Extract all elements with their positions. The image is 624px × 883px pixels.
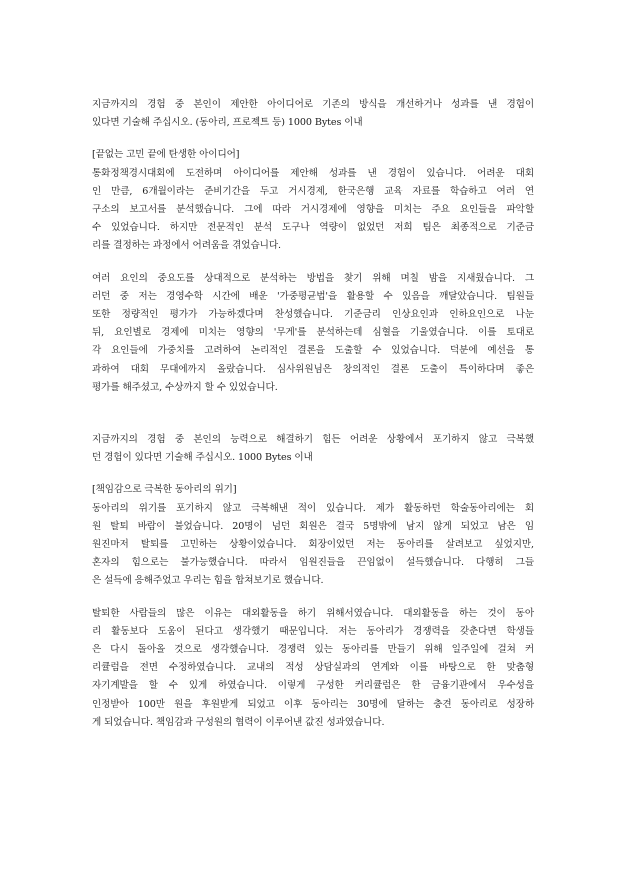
answer-2-heading-block bbox=[92, 481, 534, 590]
answer-1-paragraph-1-line: 통화정책경시대회에 도전하며 아이디어를 제안해 성과를 낸 경험이 있습니다. 어려운 대회 bbox=[92, 167, 534, 179]
answer-2-paragraph-2-line: 게 되었습니다. 책임감과 구성원의 협력이 이루어낸 값진 성과였습니다. bbox=[92, 716, 385, 728]
answer-1-paragraph-2-line: 뒤, 요인별로 경제에 미치는 영향의 '무게'를 분석하는데 심혈을 기울였습니다. 이를 토대로 bbox=[92, 327, 534, 339]
answer-1-paragraph-2 bbox=[92, 270, 534, 397]
question-2 bbox=[92, 431, 534, 467]
answer-2-paragraph-2-line: 은 다시 돌아올 것으로 생각했습니다. 경쟁력 있는 동아리를 만들기 위해 일주일에 걸쳐 커 bbox=[92, 644, 534, 656]
document-page bbox=[92, 96, 534, 732]
question-2-line: 지금까지의 경험 중 본인의 능력으로 해결하기 힘든 어려운 상황에서 포기하지 않고 극복했 bbox=[92, 434, 534, 446]
answer-1-paragraph-2-line: 여러 요인의 중요도를 상대적으로 분석하는 방법을 찾기 위해 며칠 밤을 지새웠습니다. 그 bbox=[92, 272, 534, 284]
answer-2-paragraph-1-line: 혼자의 힘으로는 불가능했습니다. 따라서 임원진들을 끈임없이 설득했습니다. 다행히 그들 bbox=[92, 557, 534, 569]
answer-1-paragraph-1-line: 수 있었습니다. 하지만 전문적인 분석 도구나 역량이 없었던 저희 팀은 최종적으로 기준금 bbox=[92, 222, 534, 234]
answer-2-paragraph-2-line: 인정받아 100만 원을 후원받게 되었고 이후 동아리는 30명에 달하는 충견 동아리로 성장하 bbox=[92, 698, 534, 710]
answer-1-paragraph-1-line: 리를 결정하는 과정에서 어려움을 겪었습니다. bbox=[92, 240, 281, 252]
answer-2-paragraph-2-line: 리 활동보다 도움이 된다고 생각했기 때문입니다. 저는 동아리가 경쟁력을 갖춘다면 학생들 bbox=[92, 625, 534, 637]
answer-2-paragraph-2-line: 자기계발을 할 수 있게 하였습니다. 이렇게 구성한 커리큘럼은 한 금융기관에서 우수성을 bbox=[92, 680, 534, 692]
answer-2-paragraph-1-line: 원 탈퇴 바람이 불었습니다. 20명이 넘던 회원은 결국 5명밖에 남지 않게 되었고 남은 임 bbox=[92, 520, 534, 532]
answer-2-paragraph-1-line: 동아리의 위기를 포기하지 않고 극복해낸 적이 있습니다. 제가 활동하던 학술동아리에는 회 bbox=[92, 502, 534, 514]
answer-2-paragraph-2-line: 탈퇴한 사람들의 많은 이유는 대외활동을 하기 위해서였습니다. 대외활동을 하는 것이 동아 bbox=[92, 607, 534, 619]
answer-1-paragraph-1-line: 구소의 보고서를 분석했습니다. 그에 따라 거시경제에 영향을 미치는 주요 요인들을 파악할 bbox=[92, 204, 534, 216]
answer-1-paragraph-2-line: 각 요인들에 가중치를 고려하여 논리적인 결론을 도출할 수 있었습니다. 덕분에 예선을 통 bbox=[92, 345, 534, 357]
answer-2-paragraph-1-line: 은 설득에 응해주었고 우리는 힘을 합쳐보기로 했습니다. bbox=[92, 575, 324, 587]
answer-1-paragraph-1-line: 인 만큼, 6개월이라는 준비기간을 두고 거시경제, 한국은행 교육 자료를 학습하고 여러 연 bbox=[92, 185, 534, 197]
answer-2-paragraph-2-line: 리큘럼을 전면 수정하였습니다. 교내의 적성 상담실과의 연계와 이를 바탕으로 한 맞춤형 bbox=[92, 662, 534, 674]
answer-2-paragraph-2 bbox=[92, 605, 534, 732]
answer-1-heading-block bbox=[92, 146, 534, 255]
answer-2-paragraph-1-line: 원진마저 탈퇴를 고민하는 상황이었습니다. 회장이었던 저는 동아리를 살려보고 싶었지만, bbox=[92, 539, 534, 551]
question-2-line: 던 경험이 있다면 기술해 주십시오. 1000 Bytes 이내 bbox=[92, 452, 313, 464]
answer-1-paragraph-2-line: 평가를 해주셨고, 수상까지 할 수 있었습니다. bbox=[92, 381, 278, 393]
question-1-line: 지금까지의 경험 중 본인이 제안한 아이디어로 기존의 방식을 개선하거나 성과를 낸 경험이 bbox=[92, 99, 534, 110]
answer-1-paragraph-2-line: 과하여 대회 무대에까지 올랐습니다. 심사위원님은 창의적인 결론 도출이 특이하다며 좋은 bbox=[92, 363, 534, 375]
answer-2-heading: [책임감으로 극복한 동아리의 위기] bbox=[92, 484, 237, 496]
answer-1-paragraph-2-line: 또한 정량적인 평가가 가능하겠다며 찬성했습니다. 기준금리 인상요인과 인하요인으로 나눈 bbox=[92, 309, 534, 321]
question-1-line: 있다면 기술해 주십시오. (동아리, 프로젝트 등) 1000 Bytes 이내 bbox=[92, 117, 363, 129]
question-1 bbox=[92, 96, 534, 132]
answer-1-paragraph-2-line: 러던 중 저는 경영수학 시간에 배운 '가중평균법'을 활용할 수 있음을 깨달았습니다. 팀원들 bbox=[92, 290, 534, 302]
answer-1-heading: [끝없는 고민 끝에 탄생한 아이디어] bbox=[92, 149, 240, 161]
